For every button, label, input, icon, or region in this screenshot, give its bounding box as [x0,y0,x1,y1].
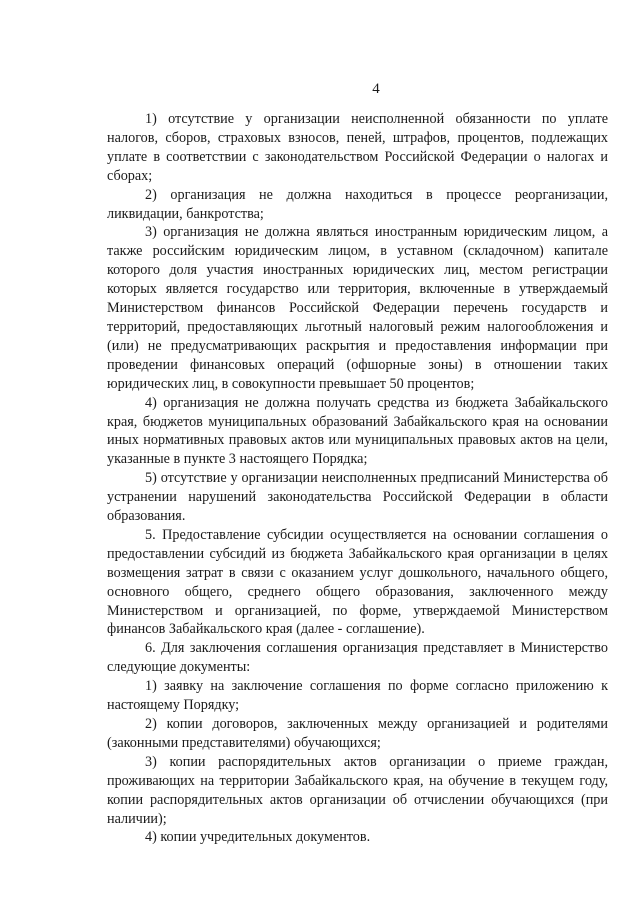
paragraph-item-5: 5. Предоставление субсидии осуществляется на основании соглашения о предоставлении субсидий из бюджета Забайкальского края организации в целях возмещения затрат в связи с оказанием услуг дошкольного, начального общего, основного общего, среднего общего образования, заключенного между Министерством и организацией, по форме, утверждаемой Министерством финансов Забайкальского края (далее - соглашение). [107,526,608,638]
paragraph-document-4: 4) копии учредительных документов. [145,829,371,846]
paragraph-condition-5: 5) отсутствие у организации неисполненных предписаний Министерства об устранении нарушений законодательства Российской Федерации в области образования. [107,470,608,525]
paragraph-condition-3: 3) организация не должна являться иностранным юридическим лицом, а также российским юридическим лицом, в уставном (складочном) капитале которого доля участия иностранных юридических лиц, местом регистрации которых является государство или территория, включенные в утверждаемый Министерством финансов Российской Федерации перечень государств и территорий, предоставляющих льготный налоговый режим налогообложения и (или) не предусматривающих раскрытия и предоставления информации при проведении финансовых операций (офшорные зоны) в отношении таких юридических лиц, в совокупности превышает 50 процентов; [107,224,608,392]
paragraph-condition-1: 1) отсутствие у организации неисполненной обязанности по уплате налогов, сборов, страховых взносов, пеней, штрафов, процентов, подлежащих уплате в соответствии с законодательством Российской Федерации о налогах и сборах; [107,111,608,184]
paragraph-condition-2: 2) организация не должна находиться в процессе реорганизации, ликвидации, банкротства; [107,186,608,222]
page-number: 4 [372,81,380,97]
paragraph-document-3: 3) копии распорядительных актов организации о приеме граждан, проживающих на территории Забайкальского края, на обучение в текущем году, копии распорядительных актов организации об отчислении обучающихся (при наличии); [107,753,608,827]
document-body [107,110,608,847]
paragraph-document-2: 2) копии договоров, заключенных между организацией и родителями (законными представителями) обучающихся; [107,716,608,751]
paragraph-item-6: 6. Для заключения соглашения организация представляет в Министерство следующие документы: [107,640,608,676]
paragraph-condition-4: 4) организация не должна получать средства из бюджета Забайкальского края, бюджетов муниципальных образований Забайкальского края на основании иных нормативных правовых актов или муниципальных правовых актов на цели, указанные в пункте 3 настоящего Порядка; [107,394,608,468]
paragraph-document-1: 1) заявку на заключение соглашения по форме согласно приложению к настоящему Порядку; [107,678,608,714]
